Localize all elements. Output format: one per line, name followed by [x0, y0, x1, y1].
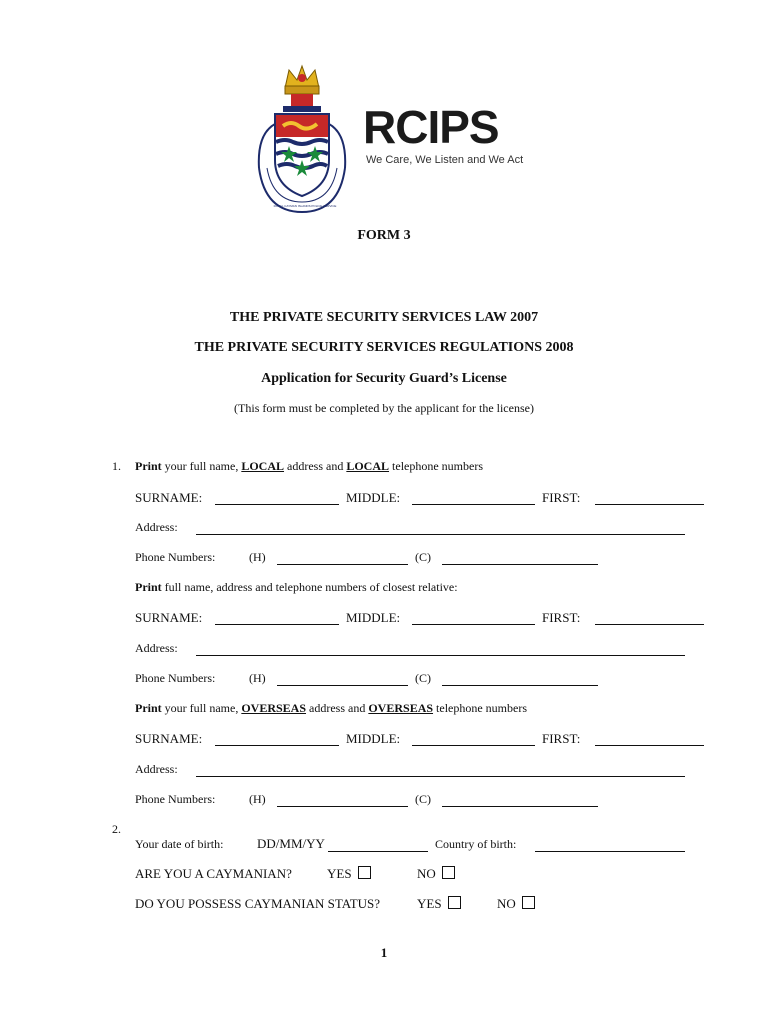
- status-yes-checkbox[interactable]: [448, 896, 461, 909]
- country-label: Country of birth:: [435, 837, 517, 851]
- cell-phone-label: (C): [415, 671, 431, 685]
- middle-label: MIDDLE:: [346, 490, 401, 505]
- first-label: FIRST:: [542, 490, 581, 505]
- heading-print-word: Print: [135, 701, 162, 715]
- first-field[interactable]: [595, 504, 704, 505]
- no-label: NO: [497, 896, 516, 911]
- overseas-surname-field[interactable]: [215, 745, 339, 746]
- home-phone-label: (H): [249, 792, 266, 806]
- heading-text: address and: [284, 459, 347, 473]
- home-phone-label: (H): [249, 671, 266, 685]
- cell-phone-label: (C): [415, 792, 431, 806]
- caymanian-no-checkbox[interactable]: [442, 866, 455, 879]
- address-field[interactable]: [196, 534, 685, 535]
- heading-overseas-word: OVERSEAS: [241, 701, 307, 715]
- relative-surname-field[interactable]: [215, 624, 339, 625]
- cell-phone-label: (C): [415, 550, 431, 564]
- section-1-number: 1.: [112, 459, 121, 473]
- overseas-heading: [135, 701, 527, 716]
- phone-label: Phone Numbers:: [135, 792, 216, 806]
- heading-print-word: Print: [135, 580, 162, 594]
- surname-label: SURNAME:: [135, 610, 203, 625]
- country-field[interactable]: [535, 851, 685, 852]
- caymanian-no: [417, 866, 455, 882]
- police-crest-icon: [245, 62, 360, 214]
- overseas-cell-phone-field[interactable]: [442, 806, 598, 807]
- home-phone-label: (H): [249, 550, 266, 564]
- overseas-home-phone-field[interactable]: [277, 806, 408, 807]
- phone-label: Phone Numbers:: [135, 671, 216, 685]
- form-number: FORM 3: [357, 228, 411, 243]
- relative-cell-phone-field[interactable]: [442, 685, 598, 686]
- heading-text: address and: [306, 701, 369, 715]
- page-number: 1: [380, 945, 388, 960]
- regulations-title: THE PRIVATE SECURITY SERVICES REGULATIONS 2008: [194, 340, 574, 355]
- heading-text: telephone numbers: [389, 459, 484, 473]
- first-label: FIRST:: [542, 610, 581, 625]
- caymanian-question: ARE YOU A CAYMANIAN?: [135, 866, 292, 881]
- status-yes: [417, 896, 461, 912]
- overseas-middle-field[interactable]: [412, 745, 535, 746]
- dob-field[interactable]: [328, 851, 428, 852]
- heading-text: full name, address and telephone numbers of closest relative:: [161, 580, 458, 594]
- status-no-checkbox[interactable]: [522, 896, 535, 909]
- relative-address-field[interactable]: [196, 655, 685, 656]
- crest-ring-text: ROYAL CAYMAN ISLANDS POLICE SERVICE: [273, 204, 337, 208]
- cell-phone-field[interactable]: [442, 564, 598, 565]
- relative-first-field[interactable]: [595, 624, 704, 625]
- application-title: Application for Security Guard’s License: [261, 371, 507, 386]
- surname-label: SURNAME:: [135, 731, 203, 746]
- no-label: NO: [417, 866, 436, 881]
- address-label: Address:: [135, 762, 178, 776]
- yes-label: YES: [417, 896, 442, 911]
- surname-label: SURNAME:: [135, 490, 203, 505]
- middle-label: MIDDLE:: [346, 610, 401, 625]
- relative-home-phone-field[interactable]: [277, 685, 408, 686]
- heading-overseas-word: OVERSEAS: [368, 701, 434, 715]
- local-heading: [135, 459, 483, 474]
- middle-field[interactable]: [412, 504, 535, 505]
- address-label: Address:: [135, 641, 178, 655]
- dob-label: Your date of birth:: [135, 837, 224, 851]
- logo-block: [235, 62, 531, 214]
- status-no: [497, 896, 535, 912]
- caymanian-yes: [327, 866, 371, 882]
- first-label: FIRST:: [542, 731, 581, 746]
- form-note: (This form must be completed by the applicant for the license): [234, 401, 534, 415]
- home-phone-field[interactable]: [277, 564, 408, 565]
- overseas-address-field[interactable]: [196, 776, 685, 777]
- law-title: THE PRIVATE SECURITY SERVICES LAW 2007: [229, 310, 539, 325]
- relative-heading: [135, 580, 458, 595]
- status-question: DO YOU POSSESS CAYMANIAN STATUS?: [135, 896, 381, 911]
- phone-label: Phone Numbers:: [135, 550, 216, 564]
- overseas-first-field[interactable]: [595, 745, 704, 746]
- heading-text: telephone numbers: [433, 701, 528, 715]
- org-logo-text: RCIPS: [363, 101, 499, 153]
- org-tagline: We Care, We Listen and We Act: [366, 154, 524, 166]
- heading-print-word: Print: [135, 459, 162, 473]
- address-label: Address:: [135, 520, 178, 534]
- caymanian-yes-checkbox[interactable]: [358, 866, 371, 879]
- dob-format-label: DD/MM/YY: [257, 836, 325, 851]
- heading-local-word: LOCAL: [346, 459, 390, 473]
- yes-label: YES: [327, 866, 352, 881]
- middle-label: MIDDLE:: [346, 731, 401, 746]
- section-2-number: 2.: [112, 822, 121, 836]
- heading-text: your full name,: [161, 701, 242, 715]
- relative-middle-field[interactable]: [412, 624, 535, 625]
- heading-text: your full name,: [161, 459, 242, 473]
- heading-local-word: LOCAL: [241, 459, 285, 473]
- surname-field[interactable]: [215, 504, 339, 505]
